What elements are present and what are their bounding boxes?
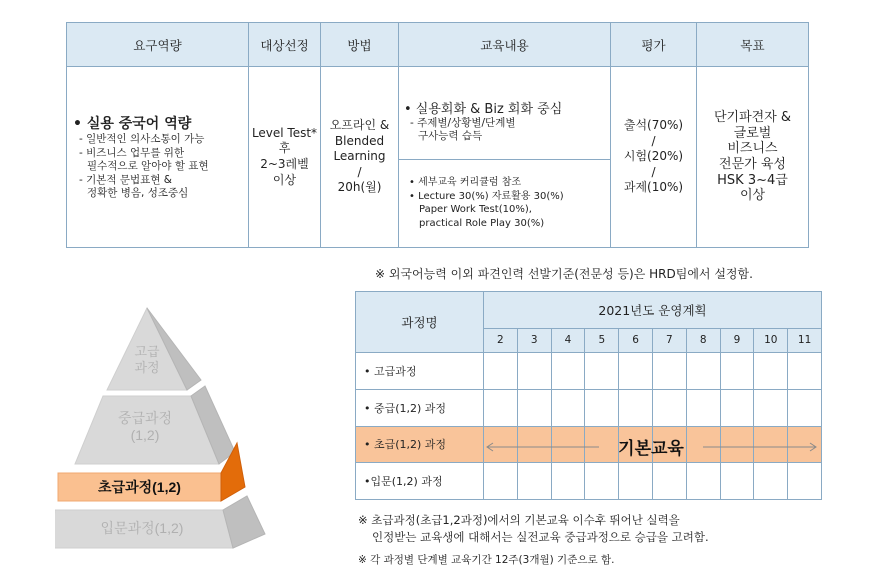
header-evaluation: 평가 — [611, 23, 697, 67]
table-row — [356, 353, 822, 390]
month-header: 4 — [551, 328, 585, 352]
band-label: 기본교육 — [618, 439, 684, 459]
course-header: 과정명 — [356, 292, 484, 353]
pyramid-label-intro: 입문과정(1,2) — [100, 520, 184, 536]
evaluation-cell: 출석(70%) / 시험(20%) / 과제(10%) — [611, 67, 697, 248]
month-header: 2 — [484, 328, 518, 352]
course-advanced: • 고급과정 — [356, 353, 484, 390]
competency-title: • 실용 중국어 역량 — [73, 115, 192, 132]
table-row — [356, 463, 822, 500]
pyramid-label-beginner: 초급과정(1,2) — [98, 479, 181, 495]
selection-note: ※ 외국어능력 이외 파견인력 선발기준(전문성 등)은 HRD팀에서 설정함. — [375, 267, 753, 281]
footnote-2: 인정받는 교육생에 대해서는 실전교육 중급과정으로 승급을 고려함. — [372, 530, 709, 545]
schedule-table — [355, 291, 822, 500]
course-beginner: • 초급(1,2) 과정 — [356, 426, 484, 463]
competency-table — [66, 22, 809, 248]
goal-cell: 단기파견자 & 글로벌 비즈니스 전문가 육성 HSK 3~4급 이상 — [697, 67, 809, 248]
month-header: 6 — [619, 328, 653, 352]
header-target: 대상선정 — [249, 23, 321, 67]
content-top: • 실용회화 & Biz 회화 중심 - 주제별/상황별/단계별 구사능력 습득 — [399, 84, 610, 160]
footnotes — [358, 512, 709, 568]
plan-header: 2021년도 운영계획 — [484, 292, 822, 329]
content-cell — [399, 67, 611, 248]
method-cell: 오프라인 & Blended Learning / 20h(월) — [321, 67, 399, 248]
month-header: 8 — [686, 328, 720, 352]
pyramid-label-advanced: 고급 과정 — [134, 344, 160, 375]
competency-cell — [67, 67, 249, 248]
month-header: 7 — [652, 328, 686, 352]
table-row — [356, 426, 822, 463]
month-header: 3 — [517, 328, 551, 352]
month-header: 9 — [720, 328, 754, 352]
header-goal: 목표 — [697, 23, 809, 67]
course-intro: •입문(1,2) 과정 — [356, 463, 484, 500]
header-method: 방법 — [321, 23, 399, 67]
month-header: 10 — [754, 328, 788, 352]
header-content: 교육내용 — [399, 23, 611, 67]
course-intermediate: • 중급(1,2) 과정 — [356, 389, 484, 426]
competency-items: - 일반적인 의사소통이 가능 - 비즈니스 업무를 위한 필수적으로 알아야 할 표현 - 기본적 문법표현 & 정확한 병음, 성조중심 — [79, 132, 209, 200]
table-row — [356, 389, 822, 426]
footnote-1: ※ 초급과정(초급1,2과정)에서의 기본교육 이수후 뛰어난 실력을 — [358, 513, 680, 527]
month-header: 5 — [585, 328, 619, 352]
target-cell: Level Test* 후 2~3레벨 이상 — [249, 67, 321, 248]
content-bottom: • 세부교육 커리큘럼 참조 • Lecture 30(%) 자료활용 30(%) Paper Work Test(10%), practical Role Play 30(%) — [409, 177, 564, 229]
level-pyramid — [55, 300, 285, 554]
header-competency: 요구역량 — [67, 23, 249, 67]
pyramid-label-intermediate: 중급과정 (1,2) — [117, 410, 173, 443]
month-header: 11 — [788, 328, 822, 352]
footnote-3: ※ 각 과정별 단계별 교육기간 12주(3개월) 기준으로 함. — [358, 553, 615, 566]
